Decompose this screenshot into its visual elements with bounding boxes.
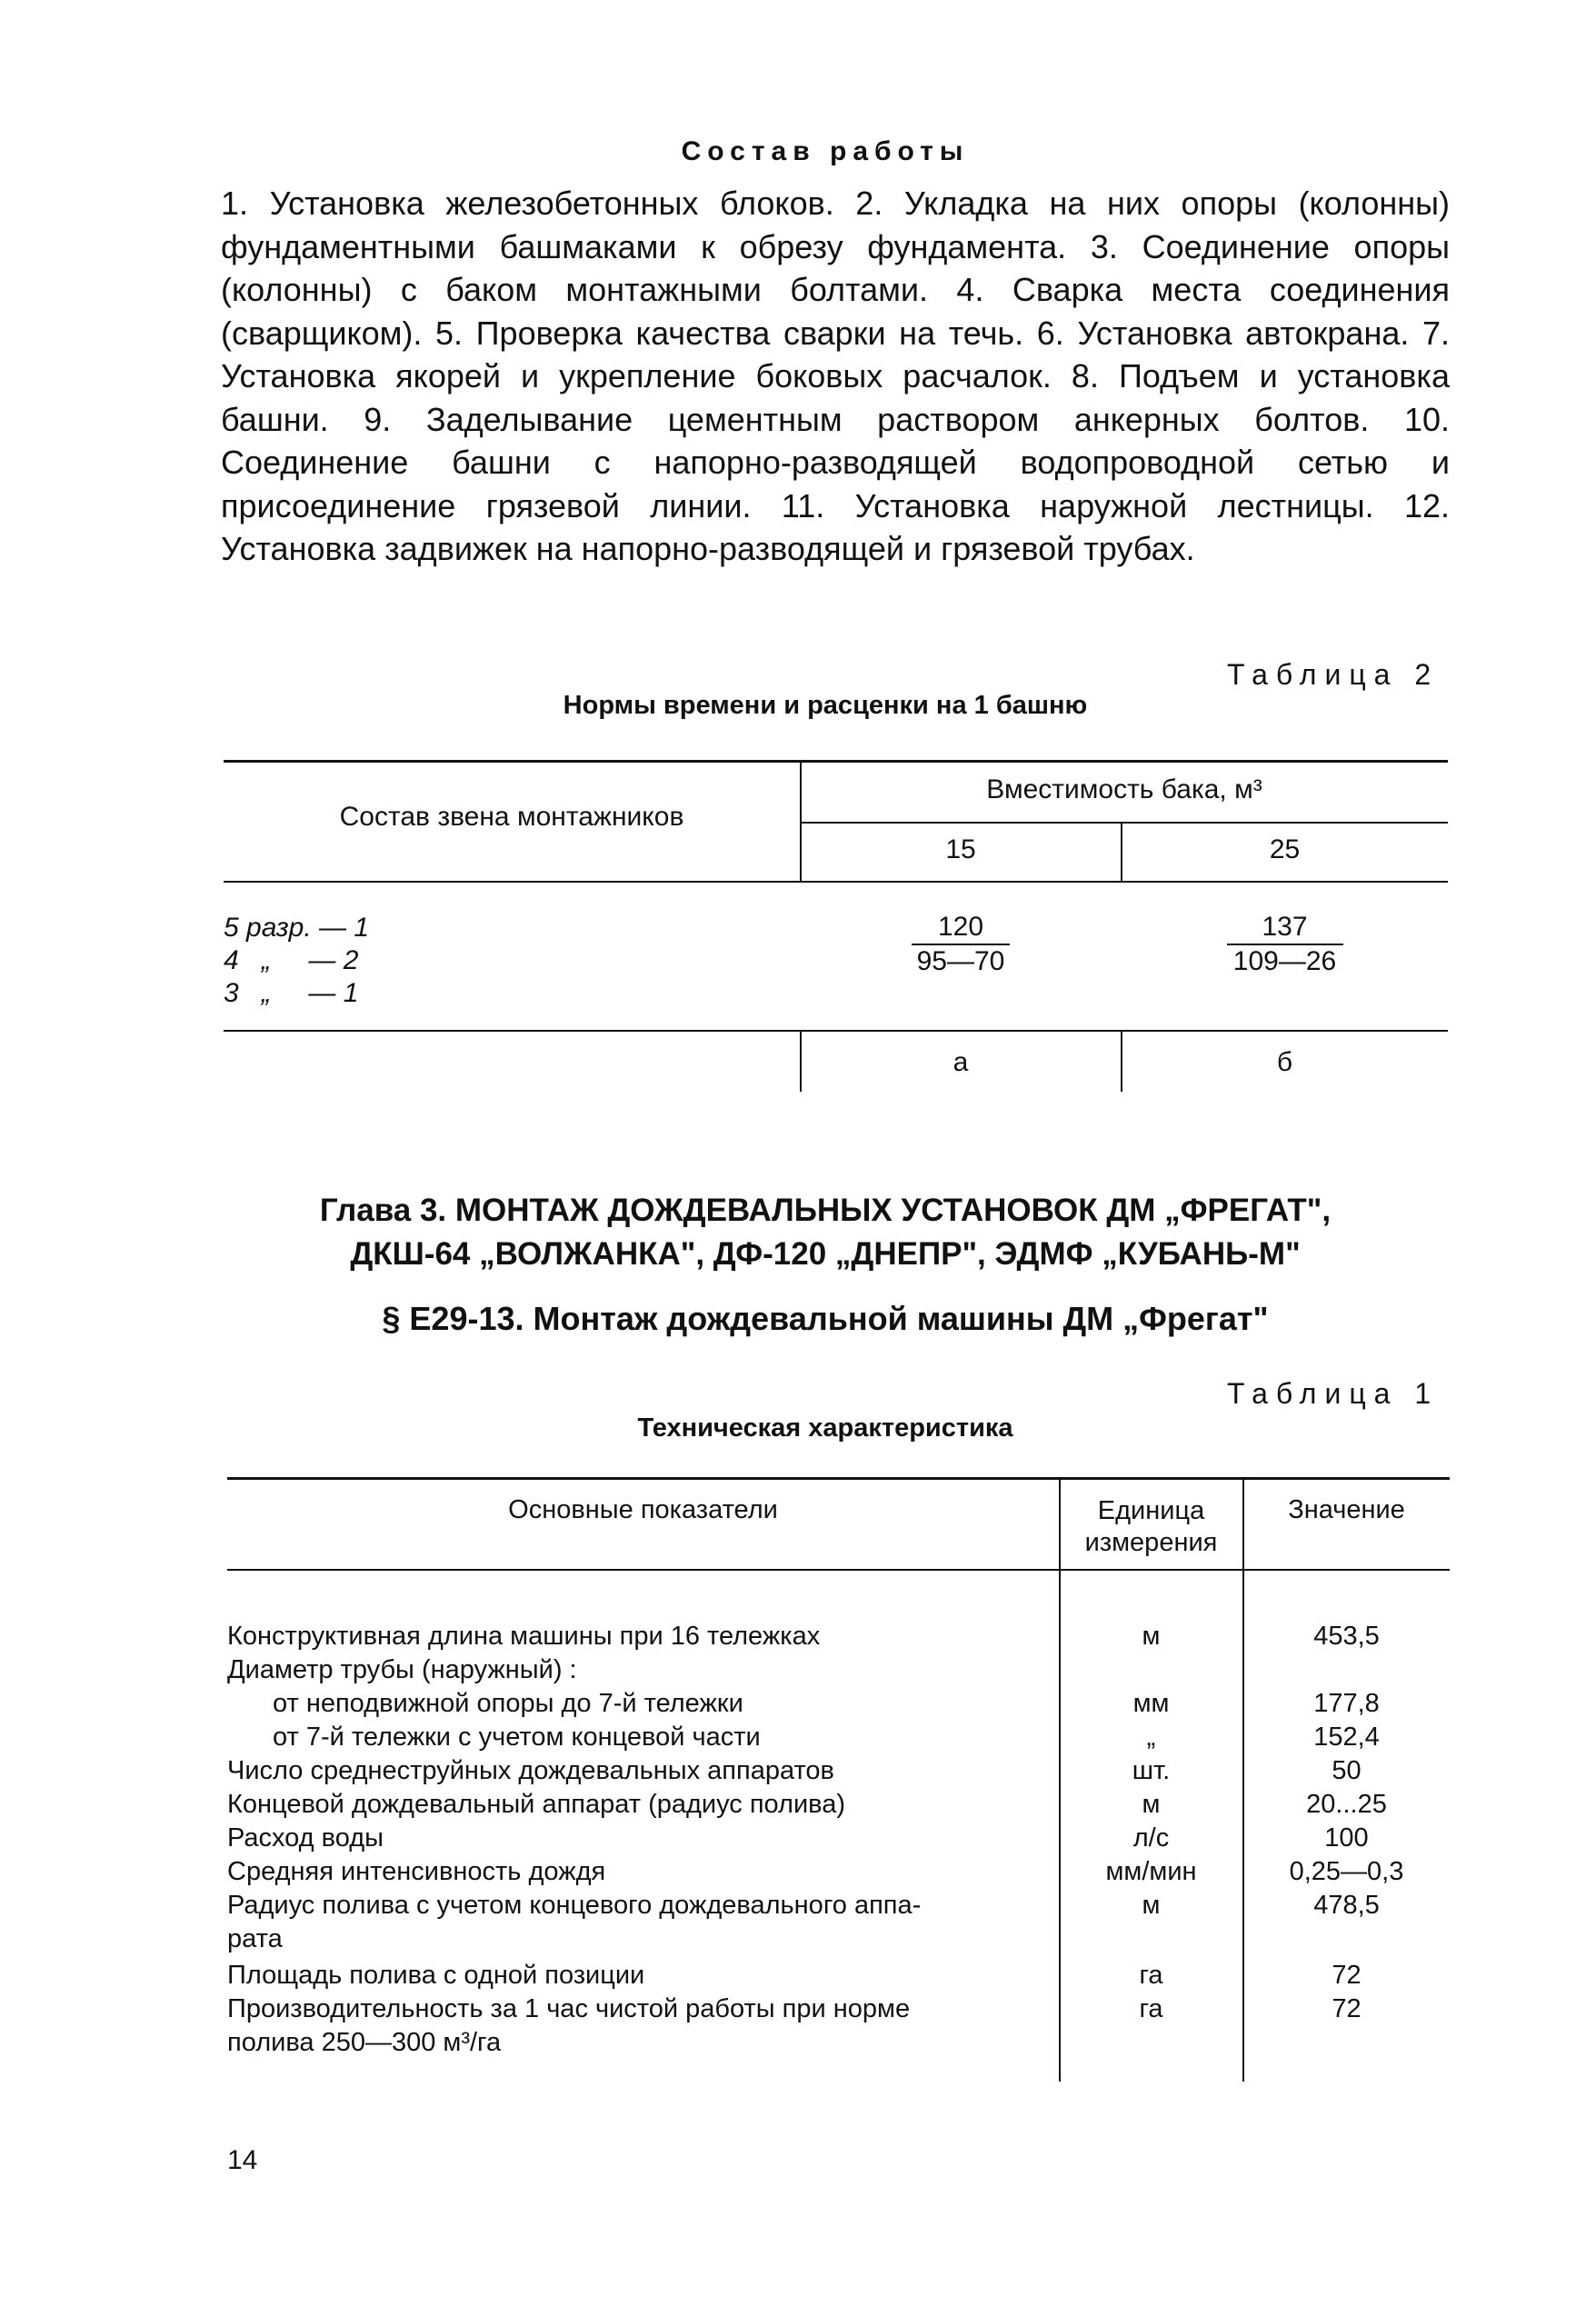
table1-value-header: Значение (1288, 1495, 1405, 1524)
table2-subhead-rule (801, 822, 1448, 824)
table2-crew-row: 4 „ — 2 (224, 945, 359, 975)
chapter-line-2: ДКШ-64 „ВОЛЖАНКА", ДФ-120 „ДНЕПР", ЭДМФ „КУБАНЬ-М" (350, 1236, 1301, 1272)
table1-row-unit: га (1139, 1994, 1163, 2023)
work-composition-text: 1. Установка железобетонных блоков. 2. Укладка на них опоры (колонны) фундаментными башмаками к обрезу фундамента. 3. Соединение опоры (колонны) с баком монтажными болтами. 4. Сварка места соединения (сварщиком). 5. Проверка качества сварки на течь. 6. Установка автокрана. 7. Установка якорей и укрепление боковых расчалок. 8. Подъем и установка башни. 9. Заделывание цементным раствором анкерных болтов. 10. Соединение башни с напорно-разводящей водопроводной сетью и присоединение грязевой линии. 11. Установка наружной лестницы. 12. Установка задвижек на напорно-разводящей и грязевой трубах. (221, 185, 1450, 567)
table1-row-value: 100 (1324, 1823, 1369, 1853)
table1-row-value: 0,25—0,3 (1289, 1857, 1404, 1886)
table1-param-header: Основные показатели (508, 1495, 778, 1524)
page-number: 14 (227, 2145, 258, 2175)
chapter-heading (0, 1189, 1596, 1276)
table1-row-unit: мм (1132, 1689, 1170, 1718)
table2-index-b: б (1276, 1047, 1293, 1077)
table1-top-rule (227, 1477, 1450, 1480)
table1-row-param: Радиус полива с учетом концевого дождевального аппа- (227, 1891, 922, 1920)
table2-value-25 (1122, 911, 1448, 978)
table1-row-unit: м (1142, 1790, 1161, 1819)
table1-row-value: 177,8 (1313, 1689, 1380, 1718)
table1-row-value: 72 (1332, 1994, 1362, 2023)
table2-capacity-25: 25 (1269, 834, 1301, 864)
table1-row-unit: л/с (1132, 1823, 1170, 1853)
table1-row-unit: м (1142, 1891, 1161, 1920)
table2-crew-row: 3 „ — 1 (224, 978, 359, 1008)
table2-crew-row: 5 разр. — 1 (224, 913, 370, 943)
table1-unit-header-line1: Единица (1097, 1496, 1205, 1525)
table2-header-rule (224, 881, 1448, 883)
table2-crew-header: Состав звена монтажников (339, 802, 684, 832)
table2-capacity-15: 15 (945, 834, 976, 864)
table1-header-rule (227, 1569, 1450, 1571)
table1-row-param: от 7-й тележки с учетом концевой части (273, 1723, 761, 1752)
table1-row-param: Расход воды (227, 1823, 384, 1853)
table1-unit-header-line2: измерения (1084, 1528, 1218, 1557)
section-heading: § Е29-13. Монтаж дождевальной машины ДМ „Фрегат" (382, 1300, 1269, 1337)
table2-index-rule (224, 1030, 1448, 1032)
table1-row-value: 478,5 (1313, 1891, 1380, 1920)
table1-unit-header (1060, 1495, 1242, 1559)
table2-value-15 (801, 911, 1121, 978)
table1-row-param: Концевой дождевальный аппарат (радиус полива) (227, 1790, 846, 1819)
table2-norm-25: 137 (1227, 911, 1343, 945)
table1-row-param: полива 250—300 м³/га (227, 2028, 502, 2057)
table1-row-value: 72 (1332, 1961, 1362, 1990)
table2-rate-25: 109—26 (1232, 946, 1337, 976)
table2-index-a: а (953, 1047, 969, 1077)
table1-row-param: Конструктивная длина машины при 16 тележках (227, 1622, 821, 1651)
table2-capacity-header: Вместимость бака, м³ (986, 774, 1262, 804)
table1-row-unit: „ (1146, 1723, 1156, 1752)
table1-title: Техническая характеристика (637, 1413, 1013, 1443)
table2-rate-15: 95—70 (916, 946, 1005, 976)
table1-row-unit: м (1142, 1622, 1161, 1651)
table1-row-param: Средняя интенсивность дождя (227, 1857, 606, 1886)
table1-row-param: Число среднеструйных дождевальных аппаратов (227, 1756, 834, 1785)
table2-caption: Таблица 2 (1227, 658, 1440, 691)
table1-row-unit: мм/мин (1105, 1857, 1197, 1886)
table2-top-rule (224, 760, 1448, 763)
work-composition-title: Состав работы (681, 136, 970, 166)
table1-row-unit: шт. (1132, 1756, 1171, 1785)
chapter-line-1: Глава 3. МОНТАЖ ДОЖДЕВАЛЬНЫХ УСТАНОВОК ДМ „ФРЕГАТ", (319, 1193, 1332, 1228)
table1-row-value: 50 (1332, 1756, 1362, 1785)
table1-caption: Таблица 1 (1227, 1377, 1440, 1410)
table1-row-unit: га (1139, 1961, 1163, 1990)
table1-row-param: Производительность за 1 час чистой работы при норме (227, 1994, 911, 2023)
table1-row-value: 152,4 (1313, 1723, 1380, 1752)
table1-row-param: Диаметр трубы (наружный) : (227, 1655, 577, 1684)
table2-norm-15: 120 (912, 911, 1010, 945)
table1-row-param: от неподвижной опоры до 7-й тележки (273, 1689, 743, 1718)
table1-row-param: рата (227, 1924, 283, 1953)
table1-row-value: 453,5 (1313, 1622, 1380, 1651)
table2-title: Нормы времени и расценки на 1 башню (563, 691, 1088, 720)
table1-row-param: Площадь полива с одной позиции (227, 1961, 645, 1990)
table1-row-value: 20...25 (1306, 1790, 1387, 1819)
